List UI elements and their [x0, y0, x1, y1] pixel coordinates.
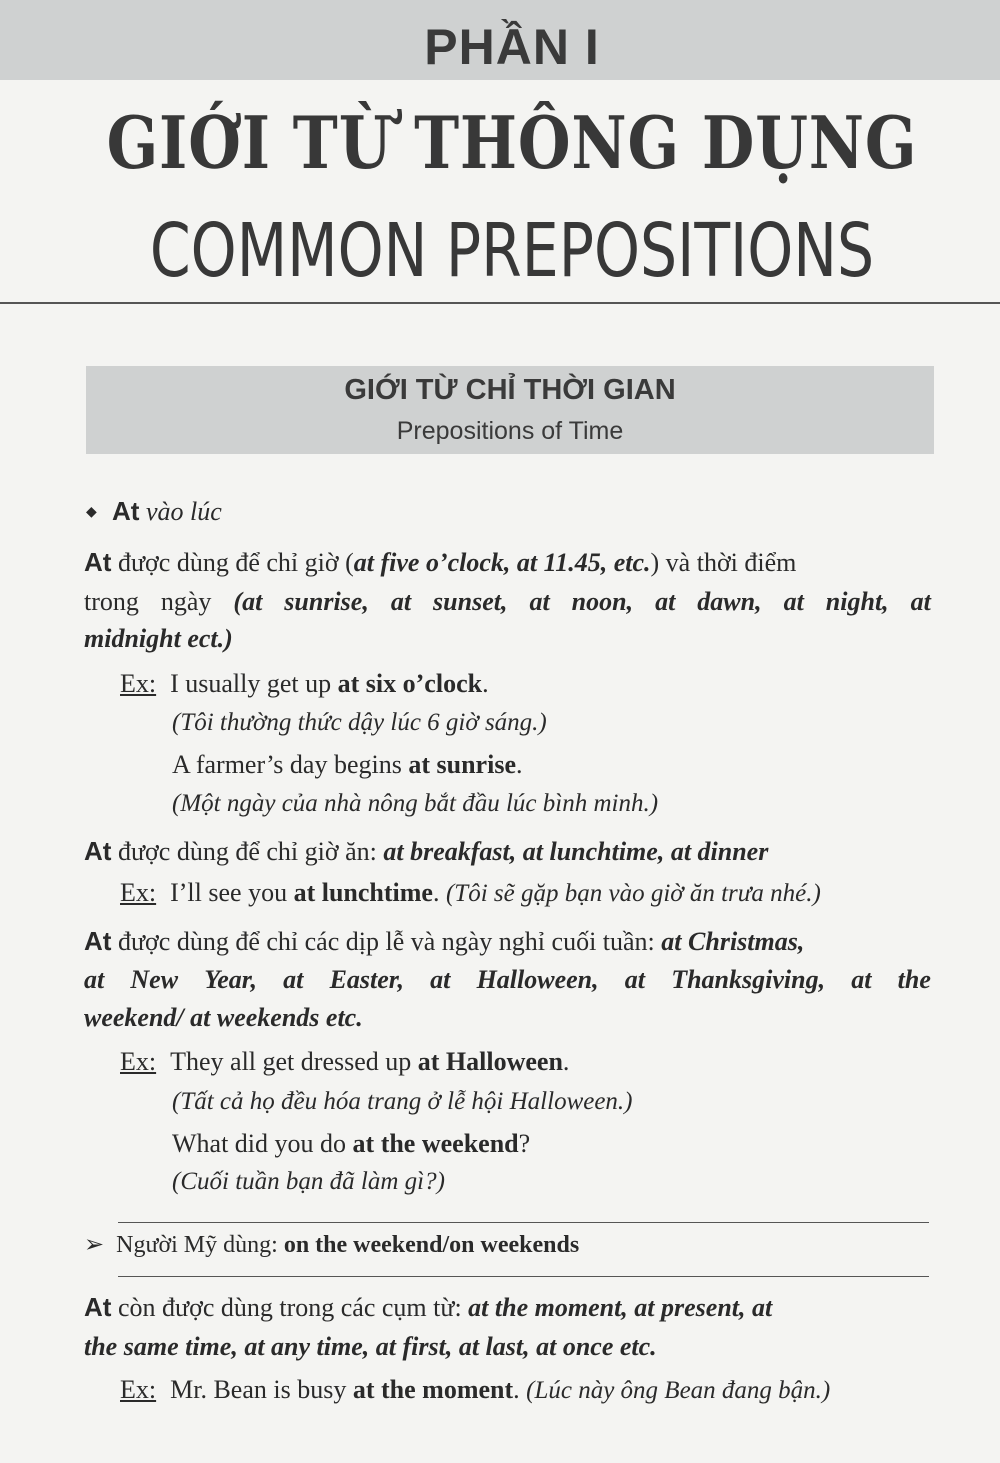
bold-span: at the weekend: [352, 1129, 519, 1158]
word: night,: [825, 587, 889, 616]
entry-heading: [112, 497, 222, 527]
paragraph-1-line-2: [84, 587, 931, 617]
translation-span: (Tôi sẽ gặp bạn vào giờ ăn trưa nhé.): [445, 880, 821, 907]
example-4-sentence: [120, 1047, 569, 1077]
section-title-vi: GIỚI TỪ CHỈ THỜI GIAN: [344, 374, 676, 406]
header-divider: [0, 302, 1000, 304]
example-2-translation: (Một ngày của nhà nông bắt đầu lúc bình minh.): [172, 790, 659, 817]
usage-note: [84, 1232, 579, 1260]
translation-span: (Lúc này ông Bean đang bận.): [526, 1377, 831, 1404]
example-label: Ex:: [120, 669, 157, 698]
word: at: [851, 965, 872, 994]
paragraph-1-line-1: [84, 548, 796, 578]
text-span: A farmer’s day begins: [172, 750, 409, 779]
text-span: .: [482, 669, 489, 698]
text-span: còn được dùng trong các cụm từ:: [111, 1293, 469, 1322]
bold-span: on the weekend/on weekends: [283, 1232, 580, 1258]
bold-span: at the moment: [352, 1375, 514, 1404]
paragraph-4-line-1: [84, 1293, 772, 1323]
example-5-translation: (Cuối tuần bạn đã làm gì?): [172, 1168, 445, 1195]
word: the: [897, 965, 931, 994]
text-span: .: [432, 878, 446, 907]
text-span: .: [515, 750, 523, 779]
word: Halloween,: [476, 965, 599, 994]
paragraph-3-line-1: [84, 927, 804, 957]
at-keyword: At: [84, 836, 112, 866]
word: at: [430, 965, 451, 994]
example-3-sentence: [120, 878, 821, 909]
example-span: at breakfast, at lunchtime, at dinner: [383, 837, 769, 866]
paragraph-4-line-2: the same time, at any time, at first, at last, at once etc.: [84, 1332, 657, 1361]
word: (at: [233, 587, 263, 616]
bold-span: at lunchtime: [293, 878, 433, 907]
at-keyword: At: [84, 547, 112, 577]
example-5-sentence: [172, 1129, 530, 1159]
example-1-sentence: [120, 669, 489, 699]
diamond-bullet-icon: ◆: [86, 505, 97, 520]
word: trong: [84, 587, 139, 616]
example-1-translation: (Tôi thường thức dậy lúc 6 giờ sáng.): [172, 709, 547, 736]
example-span: at Christmas,: [661, 927, 805, 956]
word: sunrise,: [284, 587, 369, 616]
paragraph-2: [84, 837, 768, 867]
word: dawn,: [697, 587, 762, 616]
text-span: They all get dressed up: [170, 1047, 418, 1076]
text-span: Mr. Bean is busy: [170, 1375, 353, 1404]
text-span: What did you do: [172, 1129, 353, 1158]
note-top-rule: [118, 1222, 929, 1223]
word: New: [130, 965, 179, 994]
bold-span: at sunrise: [408, 750, 516, 779]
text-span: ) và thời điểm: [650, 548, 797, 577]
word: at: [624, 965, 646, 994]
at-keyword: At: [84, 926, 112, 956]
section-title-en: Prepositions of Time: [396, 417, 624, 445]
word: noon,: [571, 587, 634, 616]
word: ngày: [160, 587, 212, 616]
word: at: [655, 587, 676, 616]
bold-span: at six o’clock: [337, 669, 483, 698]
text-span: được dùng để chỉ giờ ăn:: [111, 837, 384, 866]
word: at: [390, 587, 412, 616]
text-span: I usually get up: [170, 669, 338, 698]
word: Thanksgiving,: [671, 965, 826, 994]
word: at: [84, 965, 105, 994]
paragraph-1-line-3: midnight ect.): [84, 624, 233, 653]
page-title: GIỚI TỪ THÔNG DỤNG: [106, 100, 918, 185]
example-label: Ex:: [120, 878, 157, 907]
text-span: I’ll see you: [170, 878, 294, 907]
text-span: được dùng để chỉ giờ (: [111, 548, 354, 577]
text-span: Người Mỹ dùng:: [116, 1232, 284, 1258]
word: at: [910, 587, 931, 616]
part-title: PHẦN I: [424, 19, 600, 75]
example-label: Ex:: [120, 1047, 157, 1076]
example-span: at the moment, at present, at: [468, 1293, 773, 1322]
example-4-translation: (Tất cả họ đều hóa trang ở lễ hội Halloween.): [172, 1088, 633, 1115]
example-label: Ex:: [120, 1375, 157, 1404]
arrow-bullet-icon: ➢: [84, 1232, 105, 1258]
paragraph-3-line-2: [84, 965, 931, 995]
text-span: ?: [518, 1129, 531, 1158]
note-bottom-rule: [118, 1276, 929, 1277]
word: Easter,: [329, 965, 404, 994]
at-keyword: At: [84, 1292, 112, 1322]
word: at: [783, 587, 804, 616]
word: at: [283, 965, 304, 994]
text-span: .: [513, 1375, 527, 1404]
word: at: [529, 587, 550, 616]
example-6-sentence: [120, 1375, 830, 1406]
word: sunset,: [433, 587, 508, 616]
example-span: at five o’clock, at 11.45, etc.: [353, 548, 651, 577]
paragraph-3-line-3: weekend/ at weekends etc.: [84, 1003, 363, 1032]
text-span: được dùng để chỉ các dịp lễ và ngày nghỉ cuối tuần:: [111, 927, 662, 956]
text-span: .: [562, 1047, 570, 1076]
page-subtitle: COMMON PREPOSITIONS: [149, 208, 875, 294]
bold-span: at Halloween: [417, 1047, 563, 1076]
section-heading-box: [86, 366, 934, 454]
example-2-sentence: [172, 750, 522, 780]
entry-word: At: [112, 496, 140, 526]
entry-meaning: vào lúc: [145, 497, 222, 526]
word: Year,: [204, 965, 257, 994]
